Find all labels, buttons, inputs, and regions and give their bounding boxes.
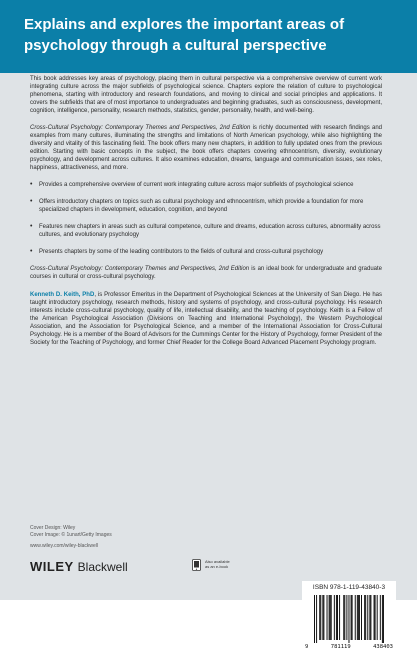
- barcode-bar: [365, 595, 366, 640]
- barcode-bar: [374, 595, 375, 640]
- barcode-bar: [369, 595, 370, 640]
- list-item-text: Offers introductory chapters on topics such as cultural psychology and ethnocentrism, which provide a foundation for more specialized chapters in development, education, cognition, and beyond: [39, 199, 364, 213]
- barcode-bar: [329, 595, 330, 640]
- list-item: [30, 223, 382, 239]
- barcode-bar: [346, 595, 347, 640]
- header-band: [0, 0, 417, 73]
- barcode-box: [302, 581, 396, 656]
- cover-credits: [30, 525, 112, 539]
- barcode-digits: [305, 644, 393, 651]
- author-bio: [30, 291, 382, 347]
- ebook-device-icon: [192, 559, 201, 571]
- cover-tagline: Explains and explores the important areas of psychology through a cultural perspective: [24, 16, 345, 54]
- list-item: [30, 198, 382, 214]
- list-item-text: Features new chapters in areas such as cultural competence, culture and dreams, education across cultures, abnormality across cultures, and evolutionary psychology: [39, 224, 381, 238]
- intro-paragraph: This book addresses key areas of psychology, placing them in cultural perspective via a comprehensive overview of current work integrating culture across the major subfields of psychological science. Chapters explore the relation of culture to psychological phenomena, starting with introductory and research foundations, and moving to clinical and social principles and applications. It covers the subfields that are of most importance to undergraduates and beginning graduates, such as consciousness, development, cognition, intelligence, personality, research methods, statistics, gender, personality, health, and well-being.: [30, 76, 382, 114]
- barcode-bar: [330, 595, 331, 640]
- barcode-bar: [348, 595, 349, 643]
- author-bio-text: , is Professor Emeritus in the Department of Psychological Sciences at the University of San Diego. He has taught introductory psychology, research methods, history and systems of psychology, and cross-cultural psychology. His research interests include cross-cultural psychology, quality of life, intellectual disability, and the teaching of psychology. Keith is a Fellow of the American Psychological Association (Divisions on Teaching and International Psychology), the Western Psychological Association, and the Association for Psychological Science, and a member of the International Association for Cross-Cultural Psychology. He is a member of the Board of Advisors for the Cummings Center for the History of Psychology, former President of the Society for the Teaching of Psychology, and former Chief Reader for the College Board Advanced Placement Psychology program.: [30, 292, 382, 346]
- bullet-icon: •: [30, 181, 33, 188]
- barcode-bar: [357, 595, 358, 640]
- barcode-bar: [344, 595, 345, 640]
- barcode-bar: [382, 595, 383, 643]
- ebook-line: as an e-book: [205, 564, 229, 569]
- bullet-icon: •: [30, 248, 33, 255]
- barcode-bar: [377, 595, 378, 640]
- barcode-bar: [320, 595, 321, 640]
- list-item: [30, 248, 382, 256]
- barcode-digit-group: 438403: [373, 644, 393, 650]
- edition-paragraph-text: is richly documented with research findings and examples from many cultures, illuminating the strengths and limitations of North American psychology, while also highlighting the diversity and vitality of this fascinating field. The book offers many new chapters, in addition to fully updated ones from the previous edition. Starting with basic concepts in the subject, the book offers chapters covering ethnocentrism, diversity, evolutionary psychology, and development across cultures. It also examines education, dreams, language and communication issues, sex roles, happiness, attractiveness, and more.: [30, 125, 383, 171]
- barcode-bar: [319, 595, 320, 640]
- barcode-bar: [364, 595, 365, 640]
- cover-body: [0, 73, 417, 650]
- ebook-text: [205, 559, 241, 569]
- barcode-bar: [339, 595, 340, 640]
- isbn-label: ISBN 978-1-119-43840-3: [312, 584, 386, 591]
- barcode-bar: [351, 595, 352, 640]
- barcode-bar: [331, 595, 332, 640]
- barcode-bar: [375, 595, 376, 640]
- barcode-bar: [337, 595, 338, 640]
- barcode-bar: [367, 595, 368, 640]
- barcode-bar: [334, 595, 335, 640]
- ebook-line: Also available: [205, 559, 230, 564]
- barcode-bar: [352, 595, 353, 640]
- barcode-bar: [314, 595, 315, 643]
- audience-text: is an ideal book for undergraduate and graduate courses in cultural or cross-cultural psychology.: [30, 266, 382, 280]
- barcode-bar: [383, 595, 384, 643]
- barcode-digit-group: 781119: [330, 644, 351, 650]
- barcode-bar: [323, 595, 324, 640]
- list-item: [30, 181, 382, 189]
- book-title: Cross-Cultural Psychology: Contemporary Themes and Perspectives, 2nd Edition: [30, 125, 251, 131]
- barcode-bar: [327, 595, 328, 640]
- feature-list: [30, 181, 382, 256]
- barcode-bar: [322, 595, 323, 640]
- list-item-text: Provides a comprehensive overview of current work integrating culture across major subfields of psychological science: [39, 182, 354, 188]
- imprint-name: Blackwell: [77, 560, 128, 574]
- barcode-bar: [380, 595, 381, 640]
- cover-design-credit: Cover Design: Wiley: [30, 525, 76, 531]
- cover-image-credit: Cover Image: © 1unart/Getty Images: [30, 532, 112, 538]
- book-title: Cross-Cultural Psychology: Contemporary Themes and Perspectives, 2nd Edition: [30, 266, 250, 272]
- barcode-bar: [316, 595, 317, 643]
- publisher-url: www.wiley.com/wiley-blackwell: [30, 543, 98, 549]
- author-degree: , PhD: [78, 292, 95, 298]
- barcode-bar: [370, 595, 371, 640]
- barcode-bar: [359, 595, 360, 640]
- barcode-bar: [361, 595, 362, 640]
- barcode-bar: [355, 595, 356, 640]
- bullet-icon: •: [30, 198, 33, 205]
- audience-paragraph: [30, 265, 382, 281]
- edition-paragraph: [30, 124, 382, 172]
- blurb: [30, 75, 382, 356]
- barcode-bar: [336, 595, 337, 640]
- wiley-logo: WILEY: [30, 559, 74, 574]
- barcode-bar: [343, 595, 344, 640]
- barcode-bar: [358, 595, 359, 640]
- author-name: Kenneth D. Keith: [30, 292, 79, 298]
- barcode: [314, 595, 384, 643]
- publisher-logo: [30, 560, 128, 574]
- bullet-icon: •: [30, 223, 33, 230]
- ebook-notice: [192, 559, 241, 571]
- barcode-digit-group: 9: [305, 644, 309, 650]
- list-item-text: Presents chapters by some of the leading contributors to the fields of cultural and cross-cultural psychology: [39, 249, 324, 255]
